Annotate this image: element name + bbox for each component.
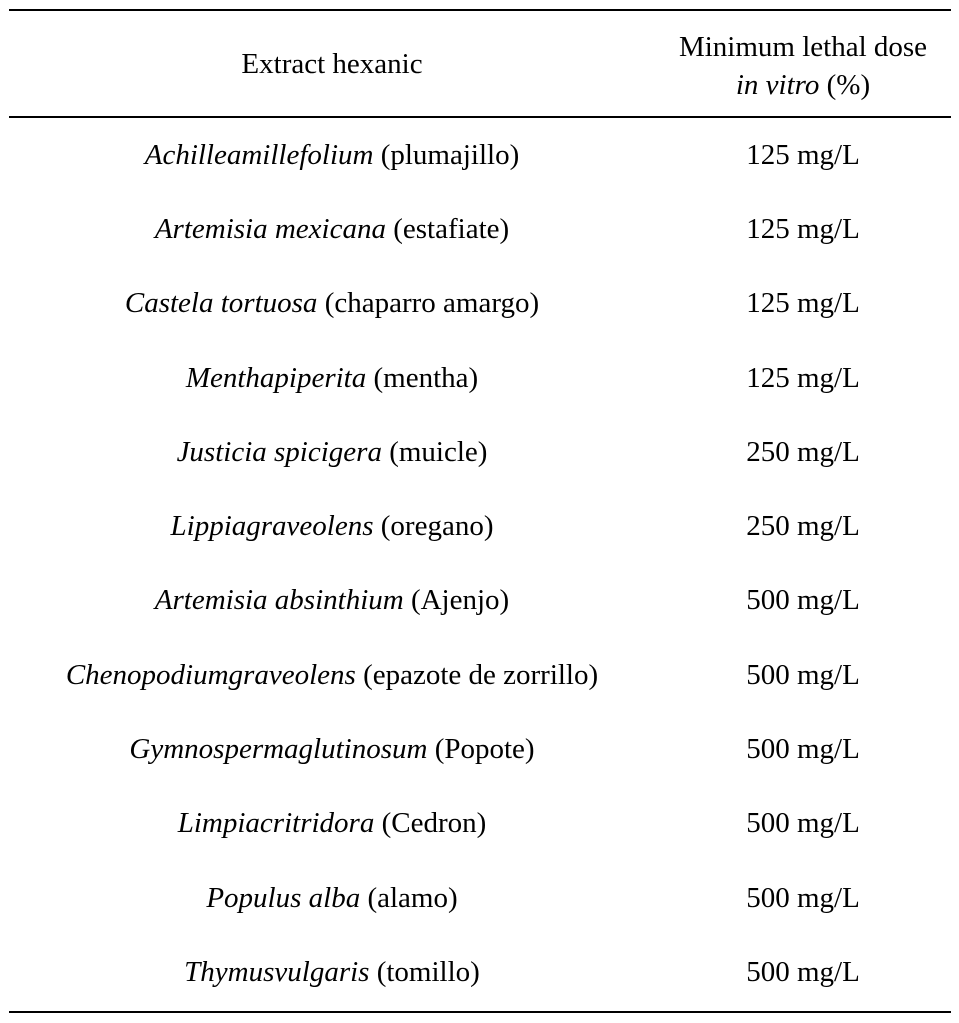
dose-cell [655, 787, 951, 861]
table-row [9, 787, 951, 861]
species-name: Thymusvulgaris [184, 955, 370, 988]
species-name: Menthapiperita [185, 361, 367, 394]
extract-cell [9, 192, 655, 266]
table-row [9, 638, 951, 712]
table-row [9, 489, 951, 563]
dose-cell [655, 341, 951, 415]
common-name: (chaparro amargo) [317, 287, 540, 320]
dose-value: 500 mg/L [746, 955, 860, 988]
extract-cell [9, 489, 655, 563]
common-name: (tomillo) [369, 955, 480, 988]
dose-value: 500 mg/L [746, 584, 860, 617]
table-row [9, 415, 951, 489]
table-row [9, 192, 951, 266]
dose-value: 125 mg/L [746, 361, 860, 394]
dose-value: 500 mg/L [746, 807, 860, 840]
dose-cell [655, 415, 951, 489]
table-body [9, 118, 951, 1010]
extract-cell [9, 787, 655, 861]
extract-cell [9, 638, 655, 712]
dose-cell [655, 118, 951, 192]
extract-cell [9, 712, 655, 786]
header-extract-label: Extract hexanic [241, 47, 423, 80]
table-row [9, 267, 951, 341]
species-name: Populus alba [206, 881, 361, 914]
common-name: (mentha) [366, 361, 479, 394]
common-name: (Ajenjo) [403, 584, 510, 617]
species-name: Limpiacritridora [177, 807, 375, 840]
table-row [9, 712, 951, 786]
table-row [9, 861, 951, 935]
common-name: (plumajillo) [373, 138, 520, 171]
species-name: Justicia spicigera [176, 435, 382, 468]
dose-value: 500 mg/L [746, 658, 860, 691]
header-dose-unit: (%) [819, 68, 871, 101]
common-name: (estafiate) [385, 212, 510, 245]
common-name: (oregano) [373, 510, 494, 543]
table-row [9, 935, 951, 1009]
extract-cell [9, 564, 655, 638]
header-extract [9, 11, 655, 116]
species-name: Achilleamillefolium [144, 138, 374, 171]
dose-value: 125 mg/L [746, 138, 860, 171]
table-row [9, 564, 951, 638]
common-name: (alamo) [360, 881, 458, 914]
bottom-rule [9, 1011, 951, 1013]
species-name: Artemisia absinthium [154, 584, 404, 617]
dose-cell [655, 861, 951, 935]
common-name: (Popote) [427, 733, 535, 766]
extract-cell [9, 935, 655, 1009]
dose-value: 500 mg/L [746, 881, 860, 914]
common-name: (Cedron) [374, 807, 487, 840]
table-row [9, 341, 951, 415]
dose-cell [655, 489, 951, 563]
header-dose-line1: Minimum lethal dose [678, 30, 928, 63]
dose-value: 500 mg/L [746, 733, 860, 766]
dose-cell [655, 638, 951, 712]
table-row [9, 118, 951, 192]
species-name: Gymnospermaglutinosum [129, 733, 428, 766]
species-name: Chenopodiumgraveolens [65, 658, 356, 691]
dose-value: 250 mg/L [746, 435, 860, 468]
dose-cell [655, 267, 951, 341]
common-name: (epazote de zorrillo) [355, 658, 599, 691]
common-name: (muicle) [381, 435, 488, 468]
table-header [9, 11, 951, 116]
dose-value: 250 mg/L [746, 510, 860, 543]
header-dose-italic: in vitro [735, 68, 820, 101]
header-dose-line2 [736, 66, 870, 104]
extract-cell [9, 341, 655, 415]
dose-value: 125 mg/L [746, 287, 860, 320]
species-name: Castela tortuosa [124, 287, 318, 320]
dose-cell [655, 712, 951, 786]
extract-cell [9, 415, 655, 489]
dose-cell [655, 564, 951, 638]
data-table [9, 0, 951, 1023]
extract-cell [9, 267, 655, 341]
species-name: Artemisia mexicana [154, 212, 386, 245]
species-name: Lippiagraveolens [170, 510, 374, 543]
dose-cell [655, 935, 951, 1009]
extract-cell [9, 118, 655, 192]
header-dose [655, 11, 951, 116]
dose-value: 125 mg/L [746, 212, 860, 245]
dose-cell [655, 192, 951, 266]
extract-cell [9, 861, 655, 935]
